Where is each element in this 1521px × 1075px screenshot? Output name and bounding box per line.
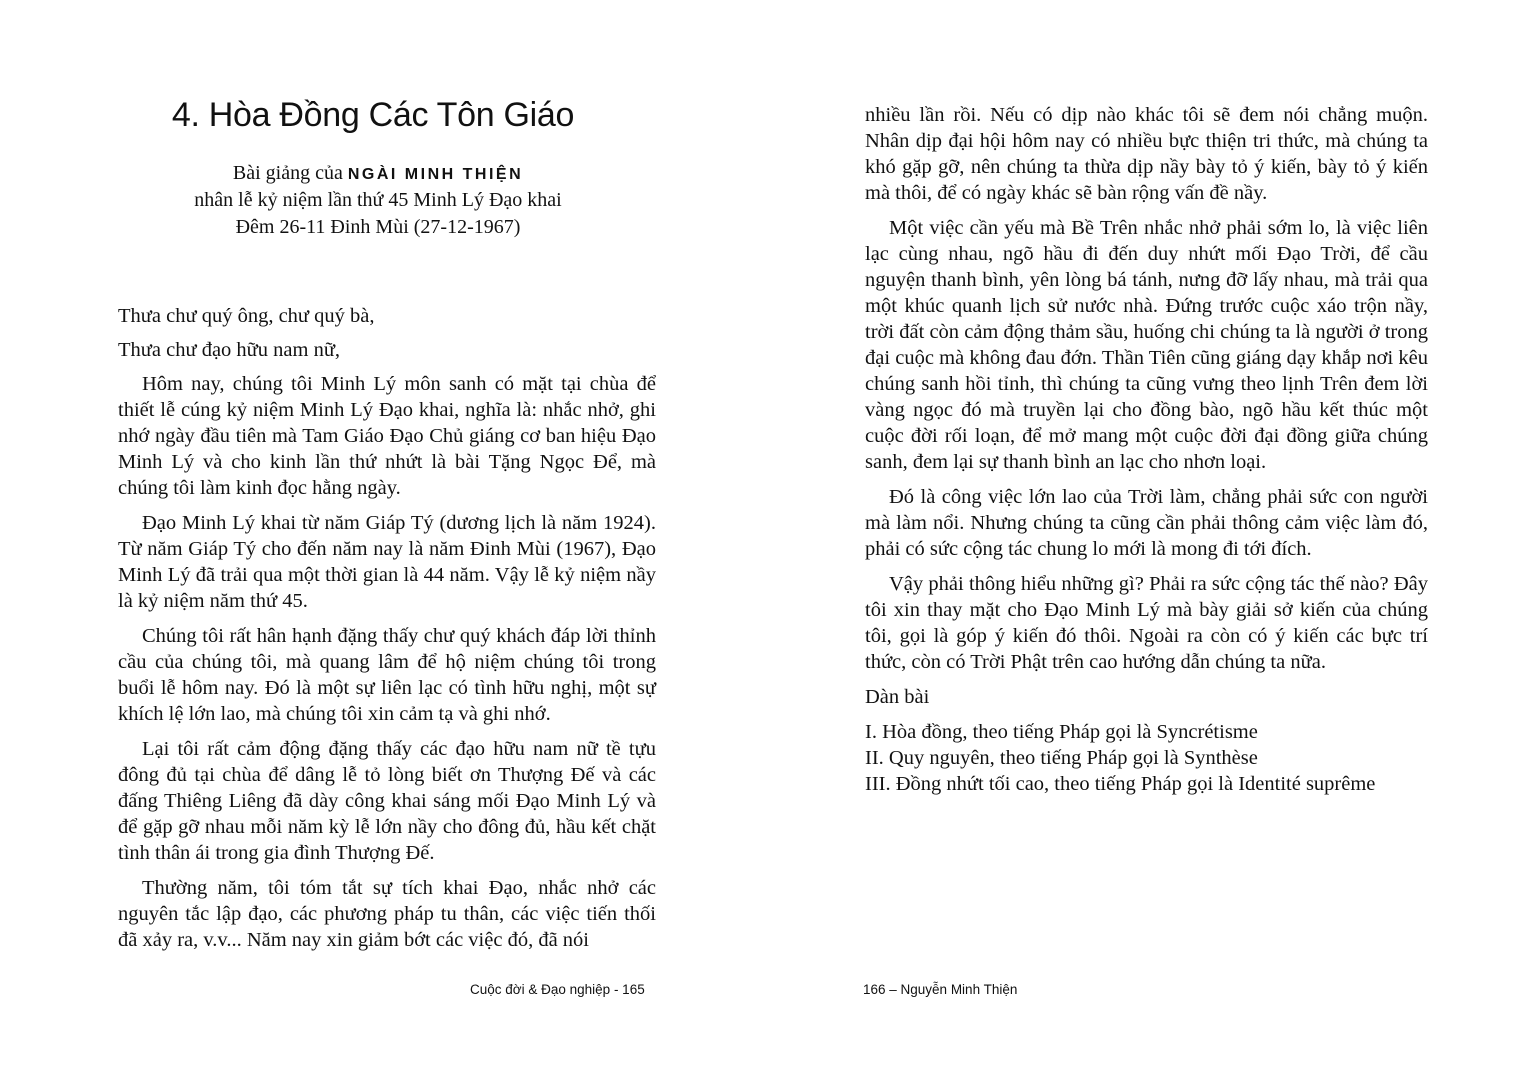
left-page (118, 0, 656, 1075)
right-body-text (865, 102, 1428, 797)
page-footer-left: Cuộc đời & Đạo nghiệp - 165 (470, 982, 645, 997)
outline-title: Dàn bài (865, 686, 930, 708)
paragraph: Chúng tôi rất hân hạnh đặng thấy chư quý khách đáp lời thỉnh cầu của chúng tôi, mà quang lâm để hộ niệm chúng tôi trong buổi lễ hôm nay. Đó là một sự liên lạc có tình hữu nghị, một sự khích lệ lớn lao, mà chúng tôi xin cảm tạ và ghi nhớ. (118, 625, 656, 725)
left-body-text (118, 303, 656, 962)
paragraph: Hôm nay, chúng tôi Minh Lý môn sanh có mặt tại chùa để thiết lễ cúng kỷ niệm Minh Lý Đạo khai, nghĩa là: nhắc nhở, ghi nhớ ngày đầu tiên mà Tam Giáo Đạo Chủ giáng cơ ban hiệu Đạo Minh Lý và cho kinh lần thứ nhứt là bài Tặng Ngọc Để, mà chúng tôi làm kinh đọc hằng ngày. (118, 373, 656, 499)
chapter-title: 4. Hòa Đồng Các Tôn Giáo (171, 96, 575, 134)
author-name: NGÀI MINH THIỆN (347, 166, 524, 183)
paragraph: Một việc cần yếu mà Bề Trên nhắc nhở phải sớm lo, là việc liên lạc cùng nhau, ngõ hầu đi đến duy nhứt mối Đạo Trời, để cầu nguyện thanh bình, yên lòng bá tánh, nưng đỡ lấy nhau, mà trải qua một khúc quanh lịch sử nước nhà. Đứng trước cuộc xáo trộn nầy, trời đất còn cảm động thảm sầu, huống chi chúng ta là người ở trong đại cuộc mà không đau đớn. Thần Tiên cũng giáng dạy khắp nơi kêu chúng sanh hồi tỉnh, thì chúng ta cũng vưng theo lịnh Trên đem lời vàng ngọc đó mà truyền lại cho đồng bào, ngõ hầu kết thúc một cuộc đời rối loạn, để mở mang một cuộc đời đại đồng giữa chúng sanh, đem lại sự thanh bình an lạc cho nhơn loại. (865, 217, 1428, 473)
subtitle-author-line (118, 160, 638, 188)
greeting-line: Thưa chư quý ông, chư quý bà, (118, 305, 375, 327)
paragraph: Đó là công việc lớn lao của Trời làm, chẳng phải sức con người mà làm nổi. Nhưng chúng ta cũng cần phải thông cảm việc làm đó, phải có sức cộng tác chung lo mới là mong đi tới đích. (865, 486, 1428, 560)
page-footer-right: 166 – Nguyễn Minh Thiện (863, 982, 1018, 997)
paragraph: Lại tôi rất cảm động đặng thấy các đạo hữu nam nữ tề tựu đông đủ tại chùa để dâng lễ tỏ lòng biết ơn Thượng Đế và các đấng Thiêng Liêng đã dày công khai sáng mối Đạo Minh Lý và để gặp gỡ nhau mỗi năm kỳ lễ lớn nầy cho đông đủ, hầu kết chặt tình thân ái trong gia đình Thượng Đế. (118, 738, 656, 864)
greeting-line: Thưa chư đạo hữu nam nữ, (118, 339, 341, 361)
paragraph: Vậy phải thông hiểu những gì? Phải ra sức cộng tác thế nào? Đây tôi xin thay mặt cho Đạo Minh Lý mà bày giải sở kiến của chúng tôi, gọi là góp ý kiến đó thôi. Ngoài ra còn có ý kiến các bực trí thức, còn có Trời Phật trên cao hướng dẫn chúng ta nữa. (865, 573, 1428, 673)
paragraph: nhiều lần rồi. Nếu có dịp nào khác tôi sẽ đem nói chẳng muộn. Nhân dịp đại hội hôm nay có nhiều bực thiện tri thức, mà chúng ta khó gặp gỡ, nên chúng ta thừa dịp nầy bày tỏ ý kiến, bày tỏ ý kiến mà thôi, để có ngày khác sẽ bàn rộng vấn đề nầy. (865, 104, 1428, 204)
paragraph: Đạo Minh Lý khai từ năm Giáp Tý (dương lịch là năm 1924). Từ năm Giáp Tý cho đến năm nay là năm Đinh Mùi (1967), Đạo Minh Lý đã trải qua một thời gian là 44 năm. Vậy lễ kỷ niệm nầy là kỷ niệm năm thứ 45. (118, 512, 656, 612)
subtitle-occasion-line: nhân lễ kỷ niệm lần thứ 45 Minh Lý Đạo khai (194, 189, 562, 211)
subtitle-prefix: Bài giảng của (232, 162, 343, 184)
outline-item: I. Hòa đồng, theo tiếng Pháp gọi là Syncrétisme (865, 721, 1258, 743)
paragraph: Thường năm, tôi tóm tắt sự tích khai Đạo, nhắc nhở các nguyên tắc lập đạo, các phương pháp tu thân, các việc tiến thối đã xảy ra, v.v... Năm nay xin giảm bớt các việc đó, đã nói (118, 877, 656, 951)
subtitle-date-line: Đêm 26-11 Đinh Mùi (27-12-1967) (235, 216, 521, 238)
outline-item: III. Đồng nhứt tối cao, theo tiếng Pháp gọi là Identité suprême (865, 773, 1376, 795)
outline-item: II. Quy nguyên, theo tiếng Pháp gọi là Synthèse (865, 747, 1258, 769)
right-page (865, 0, 1428, 1075)
